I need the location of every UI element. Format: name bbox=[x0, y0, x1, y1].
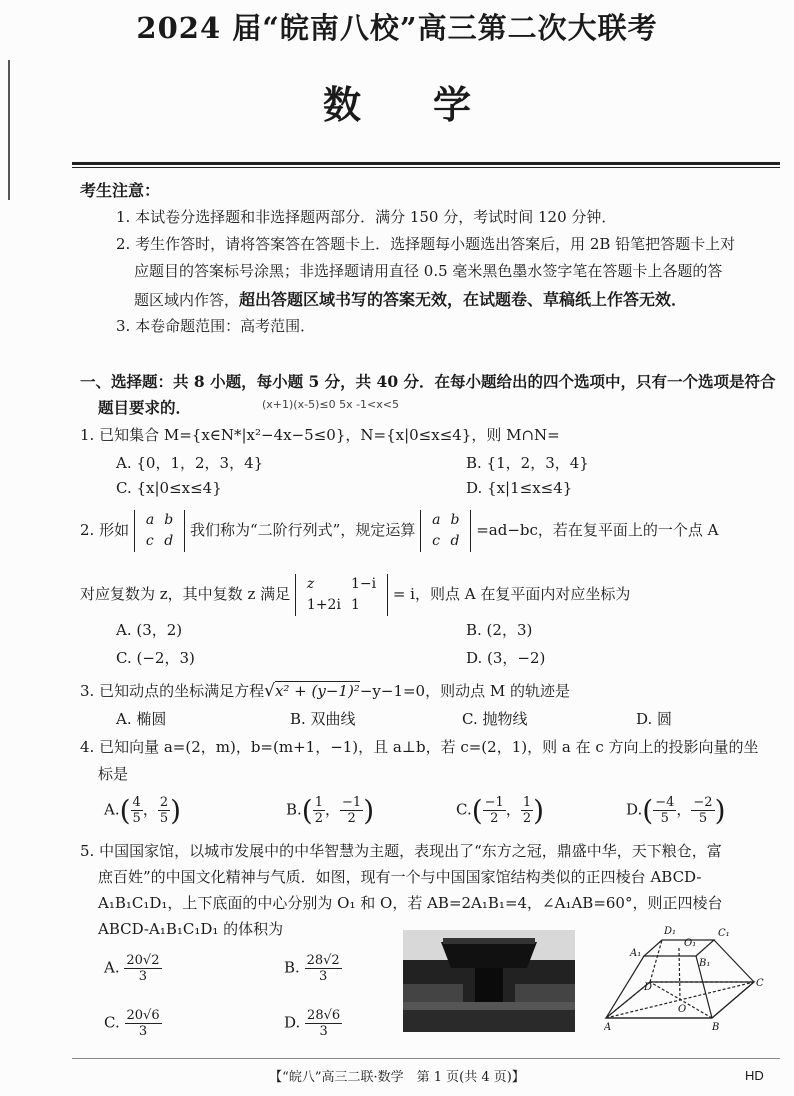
notice-item-2d-bold: 超出答题区域书写的答案无效，在试题卷、草稿纸上作答无效． bbox=[239, 290, 688, 309]
det2-21: 1+2i bbox=[306, 597, 341, 613]
q4-b-frac1: $\frac{1}{2}$ bbox=[314, 795, 324, 826]
q3-pre: 3. 已知动点的坐标满足方程 bbox=[80, 682, 265, 700]
q4-c-frac2: $\frac{1}{2}$ bbox=[522, 795, 532, 826]
label-A1: A₁ bbox=[630, 948, 642, 959]
footer-code: HD bbox=[745, 1068, 764, 1083]
det-c: c bbox=[145, 533, 154, 549]
q4-d-frac2: $\frac{-2}{5}$ bbox=[693, 795, 713, 826]
q5-option-a bbox=[104, 953, 162, 984]
det-c-2: c bbox=[432, 533, 440, 549]
q4-d-label: D. bbox=[626, 800, 643, 819]
sqrt-sign: √ bbox=[264, 681, 275, 701]
q4-line1: 4. 已知向量 a=(2，m)，b=(m+1，−1)，且 a⊥b，若 c=(2，1)，则 a 在 c 方向上的投影向量的坐 bbox=[80, 738, 759, 756]
q2-option-b: B. (2，3) bbox=[466, 621, 533, 639]
q5-c-label: C. bbox=[104, 1013, 120, 1032]
q4-d-frac1: $\frac{-4}{5}$ bbox=[655, 795, 675, 826]
frustum-diagram bbox=[604, 920, 764, 1032]
q4-option-c: C.( $\frac{-1}{2}$ ， $\frac{1}{2}$ ) bbox=[456, 794, 545, 827]
q1-stem: 1. 已知集合 M={x∈N*|x²−4x−5≤0}，N={x|0≤x≤4}，则 M∩N= bbox=[80, 426, 560, 444]
q5-c-frac: $\frac{20√6}{3}$ bbox=[126, 1008, 160, 1039]
q3-option-b: B. 双曲线 bbox=[290, 710, 356, 728]
det2-11: z bbox=[306, 576, 315, 592]
q1-option-c: C. {x|0≤x≤4} bbox=[116, 479, 222, 497]
q2-option-c: C. (−2，3) bbox=[116, 649, 195, 667]
q2-post: =ad−bc，若在复平面上的一个点 A bbox=[476, 521, 719, 539]
q2-line2-post: = i，则点 A 在复平面内对应坐标为 bbox=[392, 585, 631, 603]
det-a: a bbox=[145, 512, 155, 528]
notice-item-1: 1. 本试卷分选择题和非选择题两部分．满分 150 分，考试时间 120 分钟． bbox=[116, 208, 617, 226]
q1-option-b: B. {1，2，3，4} bbox=[466, 454, 589, 472]
det-d: d bbox=[164, 533, 174, 549]
q3-option-a: A. 椭圆 bbox=[116, 710, 167, 728]
q1-option-a: A. {0，1，2，3，4} bbox=[116, 454, 264, 472]
q5-option-d bbox=[284, 1008, 342, 1039]
q3-post: −y−1=0，则动点 M 的轨迹是 bbox=[359, 682, 570, 700]
q4-c-frac1: $\frac{-1}{2}$ bbox=[484, 795, 504, 826]
q3-stem bbox=[80, 680, 570, 701]
q4-option-d: D.( $\frac{-4}{5}$ ， $\frac{-2}{5}$ ) bbox=[626, 794, 726, 827]
q4-c-label: C. bbox=[456, 800, 472, 819]
label-A: A bbox=[604, 1022, 612, 1032]
subject-title: 数学 bbox=[322, 82, 543, 127]
label-B: B bbox=[712, 1022, 720, 1032]
q5-option-b bbox=[284, 953, 342, 984]
det-a-2: a bbox=[432, 512, 441, 528]
section1-heading-line2: 题目要求的． bbox=[98, 398, 192, 417]
q4-option-b: B.( $\frac{1}{2}$ ， $\frac{-1}{2}$ ) bbox=[286, 794, 375, 827]
q2-line2 bbox=[80, 574, 630, 616]
q5-line3: A₁B₁C₁D₁，上下底面的中心分别为 O₁ 和 O，若 AB=2A₁B₁=4，∠A₁AB=60°，则正四棱台 bbox=[98, 894, 723, 912]
q5-line4: ABCD-A₁B₁C₁D₁ 的体积为 bbox=[98, 920, 284, 938]
q2-determinant-rule bbox=[420, 510, 471, 552]
q4-a-frac2: $\frac{2}{5}$ bbox=[159, 795, 169, 826]
q4-a-label: A. bbox=[104, 800, 120, 819]
label-C1: C₁ bbox=[718, 928, 730, 939]
q4-line2: 标是 bbox=[98, 765, 129, 783]
q3-option-c: C. 抛物线 bbox=[462, 710, 528, 728]
china-pavilion-photo bbox=[403, 930, 575, 1032]
notice-item-2b: 应题目的答案标号涂黑；非选择题请用直径 0.5 毫米黑色墨水签字笔在答题卡上各题的答 bbox=[134, 262, 723, 280]
q4-b-frac2: $\frac{-1}{2}$ bbox=[342, 795, 362, 826]
det2-12: 1−i bbox=[350, 576, 377, 592]
notice-item-3: 3. 本卷命题范围：高考范围． bbox=[116, 317, 316, 335]
exam-title: 2024 届“皖南八校”高三第二次大联考 bbox=[136, 11, 658, 45]
label-D: D bbox=[644, 982, 653, 993]
q2-determinant-general bbox=[134, 510, 185, 552]
q2-pre: 2. 形如 bbox=[80, 521, 130, 539]
q5-b-frac: $\frac{28√2}{3}$ bbox=[306, 953, 340, 984]
q5-a-frac: $\frac{20√2}{3}$ bbox=[126, 953, 160, 984]
q2-option-d: D. (3，−2) bbox=[466, 649, 546, 667]
header-rule-thick bbox=[72, 162, 780, 165]
handwritten-note: (x+1)(x-5)≤0 5x -1<x<5 bbox=[262, 398, 399, 411]
q2-option-a: A. (3，2) bbox=[116, 621, 183, 639]
notice-item-2a: 2. 考生作答时，请将答案答在答题卡上．选择题每小题选出答案后，用 2B 铅笔把答题卡上对 bbox=[116, 235, 736, 253]
q3-sqrt-content: x² + (y−1)² bbox=[274, 682, 360, 700]
label-C: C bbox=[756, 978, 764, 989]
q5-d-label: D. bbox=[284, 1013, 301, 1032]
label-D1: D₁ bbox=[664, 926, 677, 937]
section1-heading-line1: 一、选择题：共 8 小题，每小题 5 分，共 40 分．在每小题给出的四个选项中，只有一个选项是符合 bbox=[80, 372, 776, 391]
q5-b-label: B. bbox=[284, 958, 300, 977]
det-b-2: b bbox=[450, 512, 460, 528]
q1-option-d: D. {x|1≤x≤4} bbox=[466, 479, 573, 497]
det-b: b bbox=[164, 512, 174, 528]
q5-a-label: A. bbox=[104, 958, 120, 977]
q5-line1: 5. 中国国家馆，以城市发展中的中华智慧为主题，表现出了“东方之冠，鼎盛中华，天下粮仓，富 bbox=[80, 842, 722, 860]
q2-line2-pre: 对应复数为 z，其中复数 z 满足 bbox=[80, 585, 291, 603]
page-footer: 【“皖八”高三二联·数学 第 1 页(共 4 页)】 bbox=[269, 1070, 525, 1085]
q2-mid: 我们称为“二阶行列式”，规定运算 bbox=[189, 521, 416, 539]
q5-d-frac: $\frac{28√6}{3}$ bbox=[307, 1008, 341, 1039]
q4-a-frac1: $\frac{4}{5}$ bbox=[132, 795, 141, 826]
q4-b-label: B. bbox=[286, 800, 302, 819]
label-O1: O₁ bbox=[684, 938, 697, 949]
footer-rule bbox=[72, 1058, 780, 1059]
q2-determinant-z bbox=[295, 574, 388, 616]
header-rule-thin bbox=[72, 167, 780, 168]
notice-item-2c bbox=[134, 287, 687, 310]
q4-option-a: A.( $\frac{4}{5}$ ， $\frac{2}{5}$ ) bbox=[104, 794, 182, 827]
notice-heading: 考生注意： bbox=[80, 181, 161, 200]
q3-option-d: D. 圆 bbox=[636, 710, 673, 728]
notice-item-2c-text: 题区域内作答， bbox=[134, 291, 240, 309]
q2-line1 bbox=[80, 510, 719, 552]
q5-option-c bbox=[104, 1008, 162, 1039]
label-O: O bbox=[678, 1004, 687, 1015]
label-B1: B₁ bbox=[699, 958, 711, 969]
det-d-2: d bbox=[450, 533, 460, 549]
pavilion-silhouette-image bbox=[403, 930, 575, 1032]
q5-line2: 庶百姓”的中国文化精神与气质．如图，现有一个与中国国家馆结构类似的正四棱台 ABCD- bbox=[98, 868, 702, 886]
det2-22: 1 bbox=[350, 597, 360, 613]
